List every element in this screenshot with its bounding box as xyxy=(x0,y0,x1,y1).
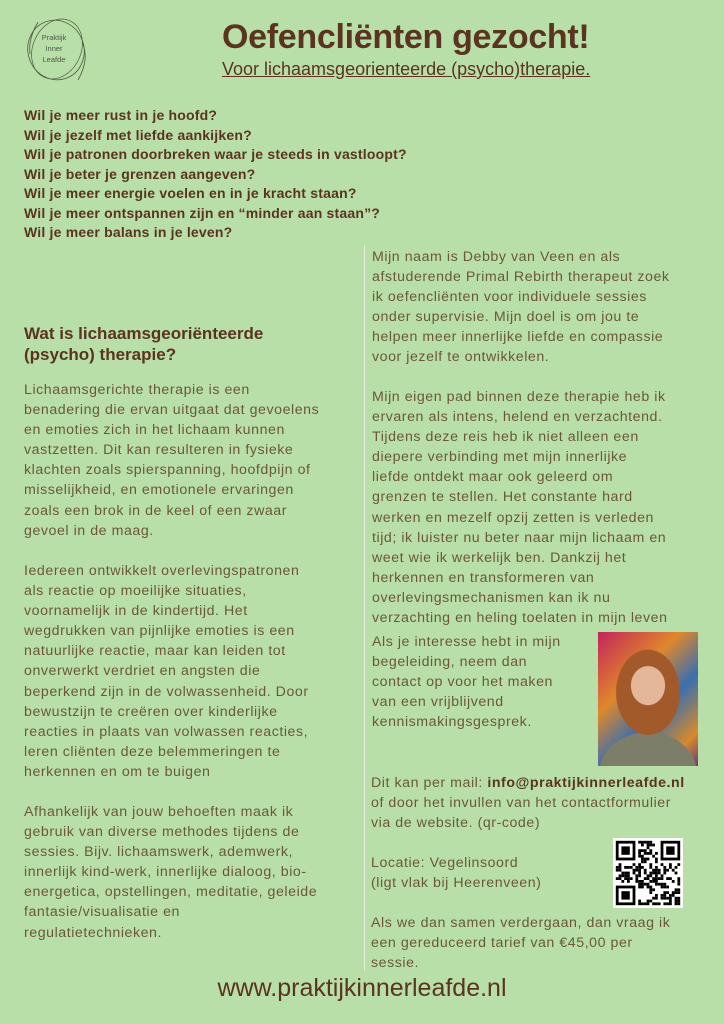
text-line: beperkend zijn in de volwassenheid. Door xyxy=(24,683,309,700)
therapist-photo xyxy=(598,632,698,766)
text-line: Lichaamsgerichte therapie is een xyxy=(24,382,250,398)
text-line: fantasie/visualisatie en xyxy=(24,904,180,921)
mail-prefix: Dit kan per mail: xyxy=(371,775,488,791)
text-line: bewustzijn te creëren over kinderlijke xyxy=(24,703,278,720)
column-divider xyxy=(364,245,365,971)
text-line: afstuderende Primal Rebirth therapeut zoek xyxy=(372,269,670,286)
text-line: contact op voor het maken xyxy=(372,674,553,691)
price-paragraph xyxy=(371,913,670,973)
question-item: Wil je meer ontspannen zijn en “minder aan staan”? xyxy=(24,204,381,221)
text-line: een gereduceerd tarief van €45,00 per xyxy=(371,935,633,952)
question-item: Wil je patronen doorbreken waar je steeds in vastloopt? xyxy=(24,146,407,162)
text-line: tijd; ik luister nu beter naar mijn lichaam en xyxy=(372,529,667,546)
text-line: verzachting en heling toelaten in mijn leven xyxy=(372,610,668,627)
text-line: herkennen en om te buigen xyxy=(24,763,211,780)
text-line: kennismakingsgesprek. xyxy=(372,714,532,731)
text-line: energetica, opstellingen, meditatie, geleide xyxy=(24,884,318,901)
logo xyxy=(24,14,94,86)
text-line: sessies. Bijv. lichaamswerk, ademwerk, xyxy=(24,844,293,861)
text-line: diepere verbinding met mijn innerlijke xyxy=(372,449,628,466)
text-line: Als je interesse hebt in mijn xyxy=(372,634,561,650)
page-subtitle: Voor lichaamsgeorienteerde (psycho)therapie. xyxy=(222,59,591,79)
question-item: Wil je beter je grenzen aangeven? xyxy=(24,165,256,182)
text-line: overlevingsmechanismen kan ik nu xyxy=(372,589,611,606)
text-line: begeleiding, neem dan xyxy=(372,654,528,671)
text-line: natuurlijke reactie, maar kan leiden tot xyxy=(24,643,286,660)
logo-text xyxy=(24,32,84,65)
text-line: via de website. (qr-code) xyxy=(371,815,541,832)
text-line: zoals een brok in de keel of een zwaar xyxy=(24,502,288,519)
qr-code[interactable] xyxy=(613,838,683,908)
text-line: wegdrukken van pijnlijke emoties is een xyxy=(24,623,295,640)
text-line: ik oefencliënten voor individuele sessies xyxy=(372,289,647,306)
text-line: en emoties zich in het lichaam kunnen xyxy=(24,422,285,439)
text-line: gevoel in de maag. xyxy=(24,522,154,539)
left-paragraph-1 xyxy=(24,380,319,541)
question-item: Wil je meer balans in je leven? xyxy=(24,224,233,240)
text-line: van een vrijblijvend xyxy=(372,694,504,711)
questions-list xyxy=(24,106,407,243)
text-line: weet wie ik werkelijk ben. Dankzij het xyxy=(372,549,627,566)
text-line: herkennen en transformeren van xyxy=(372,569,595,586)
qr-code-icon xyxy=(613,838,683,908)
text-line: Mijn naam is Debby van Veen en als xyxy=(372,249,621,265)
text-line: benadering die ervan uitgaat dat gevoelens xyxy=(24,402,320,419)
website-link[interactable]: www.praktijkinnerleafde.nl xyxy=(217,974,507,1002)
text-line: Als we dan samen verdergaan, dan vraag ik xyxy=(371,915,671,931)
logo-line: Leafde xyxy=(42,55,66,64)
heading-line: (psycho) therapie? xyxy=(24,345,177,364)
text-line: ervaren als intens, helend en verzachtend. xyxy=(372,409,663,426)
text-line: regulatietechnieken. xyxy=(24,924,162,941)
question-item: Wil je meer rust in je hoofd? xyxy=(24,107,218,123)
text-line: Iedereen ontwikkelt overlevingspatronen xyxy=(24,563,300,579)
text-line: leren cliënten deze belemmeringen te xyxy=(24,743,281,760)
text-line: misselijkheid, en emotionele ervaringen xyxy=(24,482,294,499)
section-heading xyxy=(24,323,263,365)
text-line: Mijn eigen pad binnen deze therapie heb ik xyxy=(372,389,666,405)
text-line: onder supervisie. Mijn doel is om jou te xyxy=(372,309,640,326)
text-line: gebruik van diverse methodes tijdens de xyxy=(24,824,300,841)
text-line: als reactie op moeilijke situaties, xyxy=(24,583,247,600)
text-line: (ligt vlak bij Heerenveen) xyxy=(371,875,542,892)
text-line: innerlijk kind-werk, innerlijke dialoog, bio- xyxy=(24,864,307,881)
text-line: of door het invullen van het contactformulier xyxy=(371,795,671,811)
text-line: grenzen te stellen. Het constante hard xyxy=(372,489,633,506)
logo-line: Praktijk xyxy=(41,33,67,42)
right-paragraph-intro xyxy=(372,247,670,368)
location-paragraph xyxy=(371,853,541,893)
question-item: Wil je jezelf met liefde aankijken? xyxy=(24,126,252,143)
text-line: voor jezelf te ontwikkelen. xyxy=(372,349,550,366)
right-paragraph-contact xyxy=(372,632,561,732)
mail-paragraph xyxy=(371,773,685,793)
contact-form-paragraph xyxy=(371,793,671,833)
email-link[interactable]: info@praktijkinnerleafde.nl xyxy=(487,775,685,791)
text-line: Locatie: Vegelinsoord xyxy=(371,855,519,871)
text-line: reacties in plaats van volwassen reacties, xyxy=(24,723,309,740)
question-item: Wil je meer energie voelen en in je kracht staan? xyxy=(24,185,357,201)
text-line: voornamelijk in de kindertijd. Het xyxy=(24,603,248,620)
text-line: Tijdens deze reis heb ik niet alleen een xyxy=(372,429,639,446)
logo-line: Inner xyxy=(45,44,63,53)
text-line: vastzetten. Dit kan resulteren in fysieke xyxy=(24,442,294,459)
text-line: onverwerkt verdriet en angsten die xyxy=(24,663,261,680)
text-line: sessie. xyxy=(371,955,420,972)
text-line: klachten zoals spierspanning, hoofdpijn of xyxy=(24,462,311,479)
text-line: werken en mezelf opzij zetten is verleden xyxy=(372,509,654,526)
page-title: Oefencliënten gezocht! xyxy=(222,18,590,56)
heading-line: Wat is lichaamsgeoriënteerde xyxy=(24,324,264,343)
text-line: helpen meer innerlijke liefde en compassie xyxy=(372,329,664,346)
text-line: liefde ontdekt maar ook geleerd om xyxy=(372,469,614,486)
text-line: Afhankelijk van jouw behoeften maak ik xyxy=(24,804,294,820)
left-paragraph-3 xyxy=(24,802,317,943)
left-paragraph-2 xyxy=(24,561,309,782)
right-paragraph-story xyxy=(372,387,668,628)
